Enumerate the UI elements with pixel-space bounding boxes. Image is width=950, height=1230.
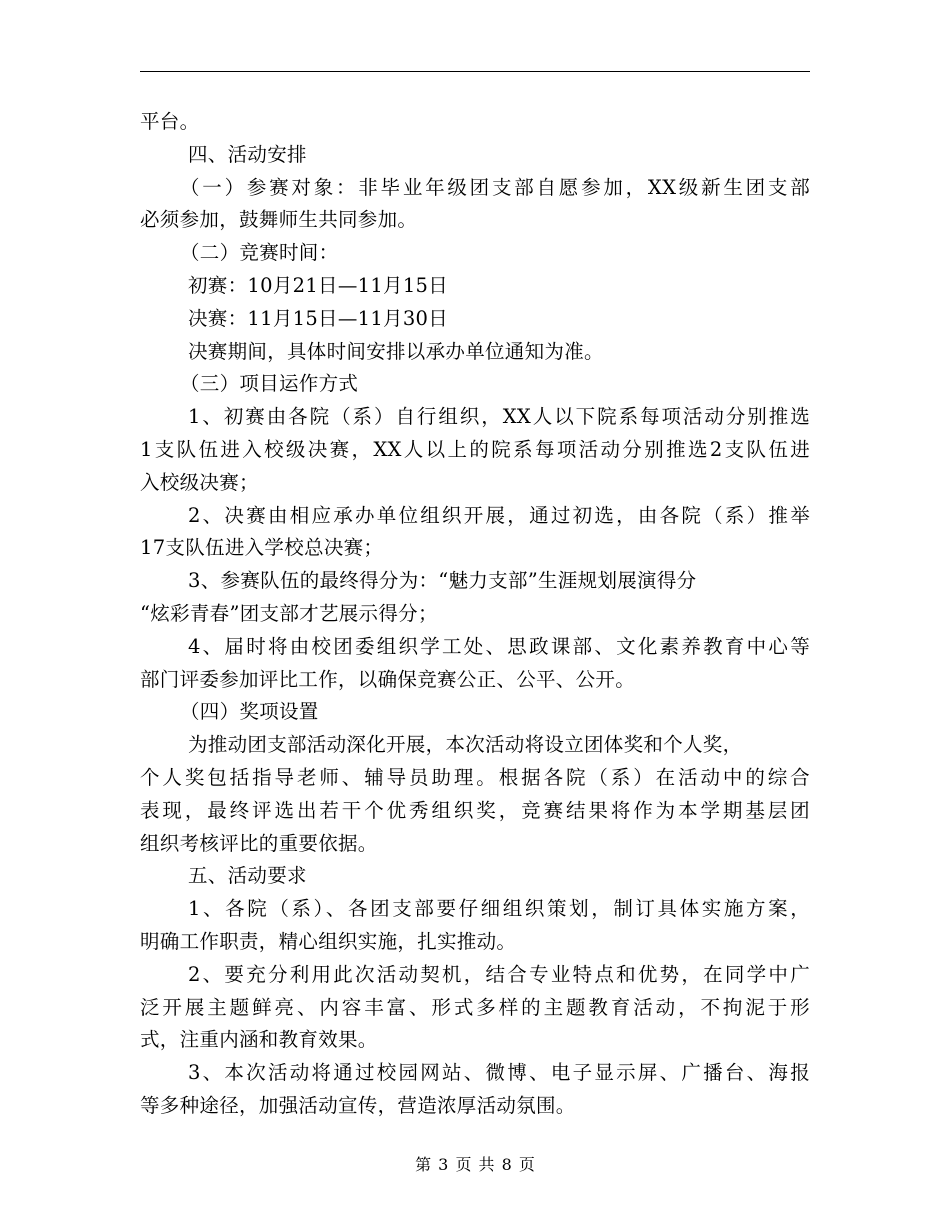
text-line: （一）参赛对象：非毕业年级团支部自愿参加，XX级新生团支部 [180,175,810,199]
page-footer: 第 3 页 共 8 页 [415,1155,535,1174]
text-line: 1支队伍进入校级决赛，XX人以上的院系每项活动分别推选2支队伍进 [140,437,810,461]
text-line: 2、要充分利用此次活动契机，结合专业特点和优势，在同学中广 [188,962,810,986]
text-line: 决赛：11月15日—11月30日 [188,306,449,330]
text-line: 决赛期间，具体时间安排以承办单位通知为准。 [188,339,604,363]
text-line: （三）项目运作方式 [180,372,359,396]
text-line: 17支队伍进入学校总决赛； [140,536,384,560]
text-line: 必须参加，鼓舞师生共同参加。 [140,208,418,232]
text-line: 组织考核评比的重要依据。 [140,831,378,855]
text-line: 平台。 [140,110,200,133]
text-line: 五、活动要求 [188,864,307,888]
text-line: 4、届时将由校团委组织学工处、思政课部、文化素养教育中心等 [188,634,810,658]
text-line: 个人奖包括指导老师、辅导员助理。根据各院（系）在活动中的综合 [140,765,810,789]
text-line: 入校级决赛； [140,470,259,494]
text-line: 等多种途径，加强活动宣传，营造浓厚活动氛围。 [140,1093,576,1117]
text-line: 2、决赛由相应承办单位组织开展，通过初选，由各院（系）推举 [188,503,810,527]
text-line: 1、各院（系）、各团支部要仔细组织策划，制订具体实施方案， [188,897,810,921]
text-line: 3、本次活动将通过校园网站、微博、电子显示屏、广播台、海报 [188,1061,810,1085]
text-line: 初赛：10月21日—11月15日 [188,273,449,297]
text-line: 式，注重内涵和教育效果。 [140,1028,378,1052]
text-line: 明确工作职责，精心组织实施，扎实推动。 [140,929,517,953]
text-line: 部门评委参加评比工作，以确保竞赛公正、公平、公开。 [140,667,636,691]
text-line: 泛开展主题鲜亮、内容丰富、形式多样的主题教育活动，不拘泥于形 [140,995,810,1019]
text-line: “炫彩青春”团支部才艺展示得分； [140,601,438,625]
text-line: （二）竞赛时间： [180,241,339,265]
text-line: 为推动团支部活动深化开展，本次活动将设立团体奖和个人奖， [188,733,743,757]
header-rule [140,71,810,72]
text-line: 1、初赛由各院（系）自行组织，XX人以下院系每项活动分别推选 [188,405,810,429]
text-line: 3、参赛队伍的最终得分为：“魅力支部”生涯规划展演得分 [188,569,697,593]
document-body [140,106,810,1123]
text-line: （四）奖项设置 [180,700,319,724]
text-line: 四、活动安排 [188,142,307,166]
text-line: 表现，最终评选出若干个优秀组织奖，竞赛结果将作为本学期基层团 [140,798,810,822]
